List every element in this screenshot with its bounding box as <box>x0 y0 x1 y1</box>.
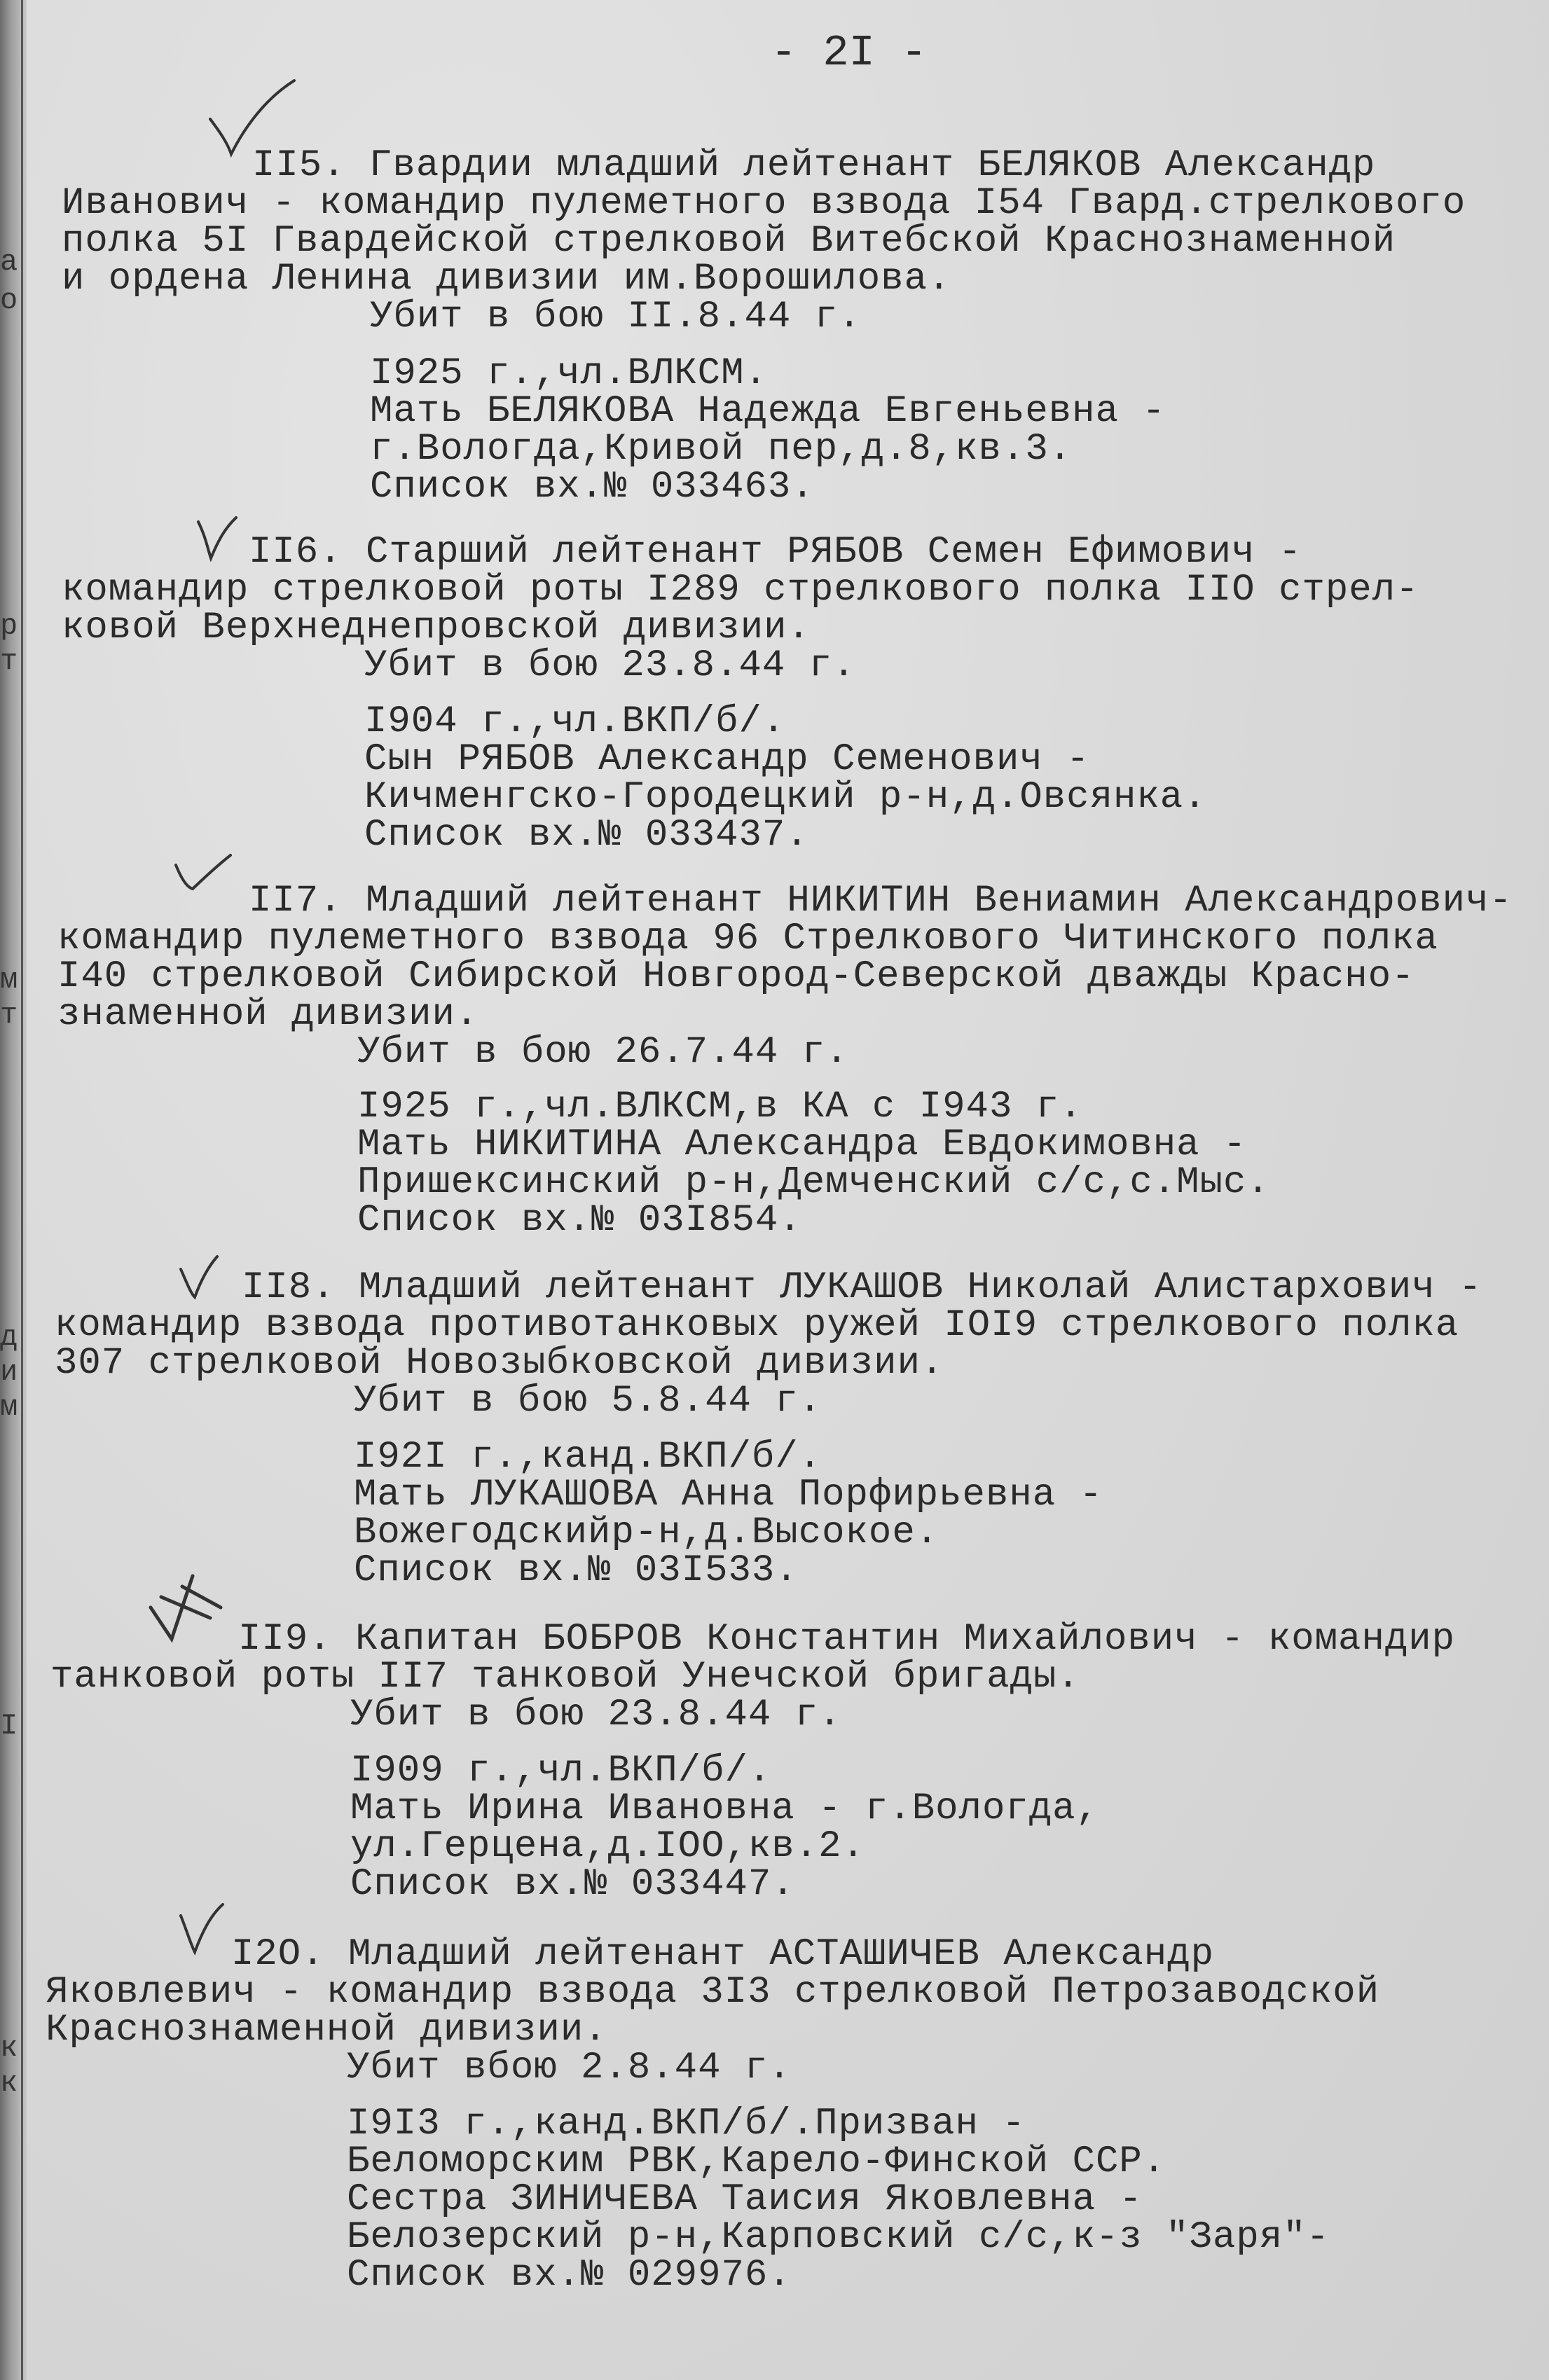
entry-line: Краснознаменной дивизии. <box>46 2009 607 2052</box>
entry-detail: ул.Герцена,д.IOO,кв.2. <box>350 1825 865 1868</box>
entry-detail: Пришексинский р-н,Демченский с/с,с.Мыс. <box>357 1161 1270 1204</box>
entry-header: II7. Младший лейтенант НИКИТИН Вениамин Александрович- <box>249 880 1513 922</box>
entry-detail: Мать ЛУКАШОВА Анна Порфирьевна - <box>354 1474 1103 1516</box>
entry-killed: Убит вбою 2.8.44 г. <box>347 2047 792 2089</box>
entry-line: полка 5I Гвардейской стрелковой Витебской Краснознаменной <box>62 220 1396 263</box>
entry-line: командир пулеметного взвода 96 Стрелкового Читинского полка <box>57 918 1438 960</box>
entry-detail: I909 г.,чл.ВКП/б/. <box>350 1750 772 1792</box>
entry-header: II6. Старший лейтенант РЯБОВ Семен Ефимович - <box>249 531 1302 574</box>
entry-killed: Убит в бою 5.8.44 г. <box>354 1380 822 1423</box>
entry-detail: Список вх.№ 029976. <box>347 2254 792 2297</box>
entry-detail: I925 г.,чл.ВЛКСМ. <box>370 352 768 395</box>
entry-detail: I904 г.,чл.ВКП/б/. <box>364 700 786 743</box>
entry-detail: Список вх.№ 03I533. <box>354 1549 799 1592</box>
entry-detail: Мать БЕЛЯКОВА Надежда Евгеньевна - <box>370 390 1166 433</box>
entry-detail: Беломорским РВК,Карело-Финской ССР. <box>347 2140 1166 2183</box>
margin-bleed-letter: и <box>0 1355 18 1389</box>
entry-line: Яковлевич - командир взвода 3I3 стрелковой Петрозаводской <box>46 1971 1380 2014</box>
entry-header: I2O. Младший лейтенант АСТАШИЧЕВ Александр <box>231 1933 1215 1976</box>
entry-detail: Мать НИКИТИНА Александра Евдокимовна - <box>357 1123 1247 1166</box>
entry-line: ковой Верхнеднепровской дивизии. <box>62 607 811 649</box>
margin-bleed-letter: I <box>0 1709 18 1743</box>
entry-detail: Список вх.№ 033447. <box>350 1863 795 1906</box>
margin-bleed-letter: м <box>0 1390 18 1424</box>
entry-header: II8. Младший лейтенант ЛУКАШОВ Николай Алистархович - <box>242 1266 1482 1309</box>
entry-line: командир взвода противотанковых ружей IOI9 стрелкового полка <box>55 1304 1459 1347</box>
entry-detail: I92I г.,канд.ВКП/б/. <box>354 1436 822 1479</box>
entry-detail: Список вх.№ 03I854. <box>357 1199 802 1242</box>
margin-bleed-letter: р <box>0 609 18 643</box>
checkmark-icon <box>144 1569 228 1646</box>
entry-detail: г.Вологда,Кривой пер,д.8,кв.3. <box>370 428 1073 471</box>
binding-line <box>21 0 23 2380</box>
entry-detail: Сын РЯБОВ Александр Семенович - <box>364 738 1090 781</box>
checkmark-icon <box>175 1254 224 1303</box>
entry-killed: Убит в бою 23.8.44 г. <box>350 1694 842 1736</box>
entry-line: командир стрелковой роты I289 стрелкового полка IIO стрел- <box>62 569 1419 611</box>
entry-detail: I925 г.,чл.ВЛКСМ,в КА с I943 г. <box>357 1086 1083 1128</box>
entry-detail: Сестра ЗИНИЧЕВА Таисия Яковлевна - <box>347 2178 1143 2221</box>
entry-detail: Белозерский р-н,Карповский с/с,к-з "Заря"- <box>347 2216 1330 2259</box>
entry-detail: Вожегодскийр-н,д.Высокое. <box>354 1511 939 1554</box>
entry-detail: I9I3 г.,канд.ВКП/б/.Призван - <box>347 2103 1026 2145</box>
page-number: - 2I - <box>771 28 928 78</box>
margin-bleed-letter: к <box>0 2031 18 2065</box>
entry-header: II5. Гвардии младший лейтенант БЕЛЯКОВ Александр <box>252 144 1376 187</box>
entry-detail: Список вх.№ 033437. <box>364 814 809 857</box>
entry-line: танковой роты II7 танковой Унечской бригады. <box>50 1656 1080 1698</box>
entry-killed: Убит в бою 26.7.44 г. <box>357 1031 849 1074</box>
entry-detail: Кичменгско-Городецкий р-н,д.Овсянка. <box>364 776 1207 819</box>
margin-bleed-letter: а <box>0 245 18 279</box>
entry-killed: Убит в бою II.8.44 г. <box>370 296 862 338</box>
entry-killed: Убит в бою 23.8.44 г. <box>364 644 856 687</box>
entry-line: Иванович - командир пулеметного взвода I54 Гвард.стрелкового <box>62 182 1466 225</box>
checkmark-icon <box>172 851 235 893</box>
margin-bleed-letter: о <box>0 284 18 317</box>
margin-bleed-letter: т <box>0 644 18 678</box>
entry-detail: Мать Ирина Ивановна - г.Вологда, <box>350 1787 1099 1830</box>
checkmark-icon <box>175 1902 231 1958</box>
entry-detail: Список вх.№ 033463. <box>370 466 815 508</box>
margin-bleed-letter: к <box>0 2066 18 2100</box>
checkmark-icon <box>193 515 242 564</box>
entry-header: II9. Капитан БОБРОВ Константин Михайлович - командир <box>238 1618 1456 1661</box>
margin-bleed-letter: т <box>0 998 18 1032</box>
margin-bleed-letter: д <box>0 1320 18 1354</box>
entry-line: I40 стрелковой Сибирской Новгород-Северской дважды Красно- <box>57 955 1415 998</box>
entry-line: знаменной дивизии. <box>57 993 479 1036</box>
entry-line: и ордена Ленина дивизии им.Ворошилова. <box>62 258 951 300</box>
margin-bleed-letter: м <box>0 963 18 997</box>
entry-line: 307 стрелковой Новозыбковской дивизии. <box>55 1342 944 1385</box>
